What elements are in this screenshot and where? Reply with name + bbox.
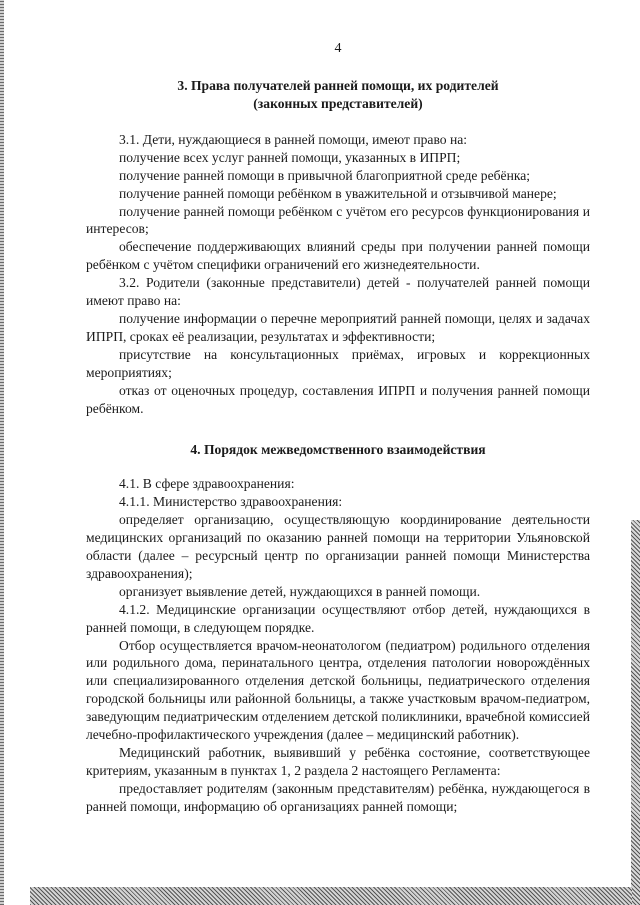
page-number: 4 [334, 41, 342, 56]
paragraph: 4.1.1. Министерство здравоохранения: [119, 494, 343, 510]
paragraph: получение всех услуг ранней помощи, указанных в ИПРП; [119, 149, 461, 165]
section-3-body [86, 131, 590, 418]
scan-edge-bottom [30, 887, 632, 905]
section-4-title: 4. Порядок межведомственного взаимодействия [190, 442, 486, 458]
paragraph: получение информации о перечне мероприятий ранней помощи, целях и задачах ИПРП, сроках её реализации, результатах и эффективности; [86, 310, 590, 344]
paragraph: обеспечение поддерживающих влияний среды при получении ранней помощи ребёнком с учётом специфики ограничений его жизнедеятельности. [86, 239, 590, 273]
paragraph: 3.2. Родители (законные представители) детей - получателей ранней помощи имеют право на: [86, 275, 590, 309]
section-3-title-line1: 3. Права получателей ранней помощи, их родителей [177, 77, 499, 93]
paragraph: Медицинский работник, выявивший у ребёнка состояние, соответствующее критериям, указанным в пунктах 1, 2 раздела 2 настоящего Регламента: [86, 745, 590, 778]
paragraph: отказ от оценочных процедур, составления ИПРП и получения ранней помощи ребёнком. [86, 382, 590, 416]
paragraph: Отбор осуществляется врачом-неонатологом (педиатром) родильного отделения или родильного дома, перинатального центра, отделения патологии новорождённых или специализированного отделения детской больницы, педиатрического отделения городской больницы или районной больницы, а также участковым врачом-педиатром, заведующим педиатрическим отделением детской поликлиники, врачебной комиссией лечебно-профилактического учреждения (далее – медицинский работник). [86, 637, 590, 743]
document-page [86, 40, 590, 816]
paragraph: получение ранней помощи ребёнком с учётом его ресурсов функционирования и интересов; [86, 203, 590, 237]
paragraph: предоставляет родителям (законным представителям) ребёнка, нуждающегося в ранней помощи, информацию об организациях ранней помощи; [86, 780, 590, 814]
paragraph: получение ранней помощи в привычной благоприятной среде ребёнка; [119, 167, 531, 183]
paragraph: получение ранней помощи ребёнком в уважительной и отзывчивой манере; [119, 185, 557, 201]
paragraph: определяет организацию, осуществляющую координирование деятельности медицинских организаций по оказанию ранней помощи на территории Ульяновской области (далее – ресурсный центр по организации ранней помощи Министерства здравоохранения); [86, 512, 590, 581]
scan-edge-left [0, 0, 4, 905]
section-3-title [86, 77, 590, 113]
paragraph: присутствие на консультационных приёмах, игровых и коррекционных мероприятиях; [86, 346, 590, 380]
paragraph: 4.1.2. Медицинские организации осуществляют отбор детей, нуждающихся в ранней помощи, в следующем порядке. [86, 601, 590, 635]
paragraph: организует выявление детей, нуждающихся в ранней помощи. [119, 583, 481, 599]
section-3-title-line2: (законных представителей) [253, 95, 423, 111]
section-gap [86, 417, 590, 441]
paragraph: 4.1. В сфере здравоохранения: [119, 476, 295, 492]
section-4-body [86, 475, 590, 815]
paragraph: 3.1. Дети, нуждающиеся в ранней помощи, имеют право на: [119, 131, 468, 147]
scan-edge-right [631, 520, 640, 905]
